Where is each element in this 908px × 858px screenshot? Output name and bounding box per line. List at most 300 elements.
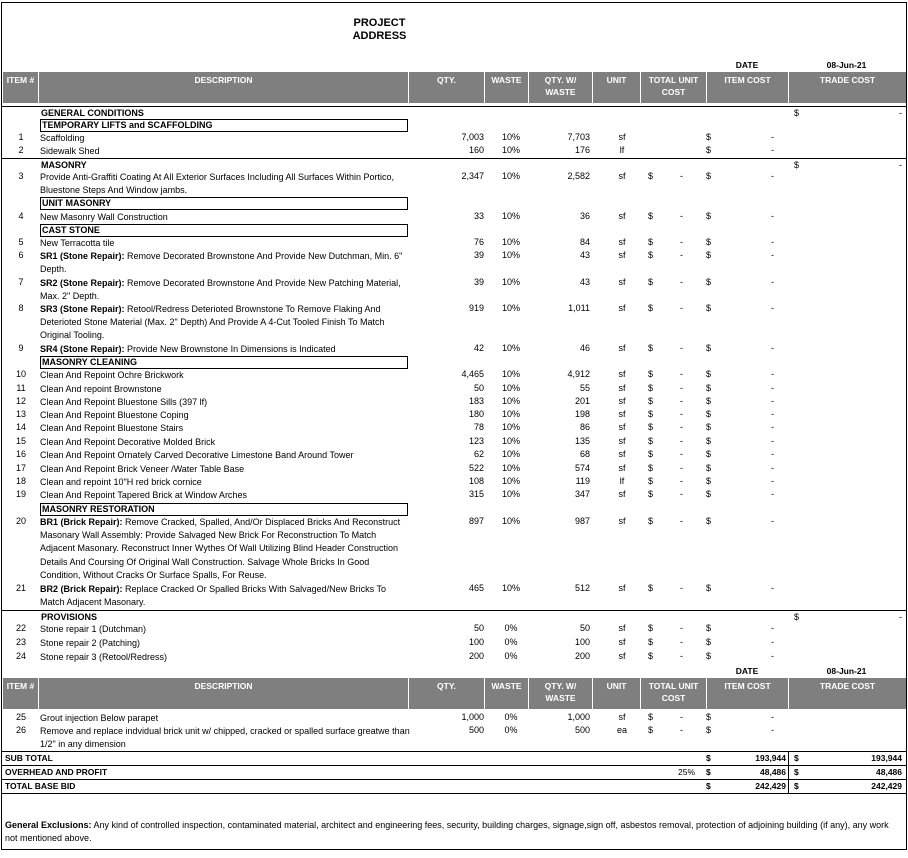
- item-cost-value: -: [771, 637, 774, 647]
- item-qty: 200: [468, 651, 484, 661]
- item-unit: lf: [619, 145, 625, 155]
- item-number: 13: [15, 409, 26, 419]
- item-qty-with-waste: 500: [574, 725, 590, 735]
- item-description: [40, 637, 410, 650]
- item-description-text: Sidewalk Shed: [40, 146, 100, 156]
- item-waste: 10%: [501, 409, 520, 419]
- date-label: DATE: [735, 666, 759, 676]
- item-description: [40, 383, 410, 396]
- item-number: 10: [15, 369, 26, 379]
- totals-label: OVERHEAD AND PROFIT: [5, 767, 108, 777]
- subsection-label: UNIT MASONRY: [40, 197, 408, 210]
- item-number: 4: [18, 211, 24, 221]
- subsection-label: CAST STONE: [40, 224, 408, 237]
- item-number: 5: [18, 237, 24, 247]
- item-cost-dollar: $: [706, 369, 712, 379]
- totals-item-dollar: $: [706, 753, 711, 763]
- item-number: 25: [15, 712, 26, 722]
- item-waste: 10%: [501, 250, 520, 260]
- item-cost-dollar: $: [706, 145, 712, 155]
- section-value: -: [899, 612, 902, 622]
- subsection-label: TEMPORARY LIFTS and SCAFFOLDING: [40, 119, 408, 132]
- item-number: 20: [15, 516, 26, 526]
- item-cost-value: -: [771, 369, 774, 379]
- item-cost-value: -: [771, 651, 774, 661]
- item-qty: 180: [468, 409, 484, 419]
- unit-cost-value: -: [680, 583, 683, 593]
- unit-cost-dollar: $: [648, 651, 654, 661]
- item-qty-with-waste: 68: [579, 449, 590, 459]
- item-description: [40, 725, 410, 751]
- estimate-sheet: [1, 2, 907, 850]
- totals-row: [2, 779, 906, 792]
- item-qty: 465: [468, 583, 484, 593]
- item-waste: 10%: [501, 303, 520, 313]
- item-unit: sf: [618, 409, 626, 419]
- item-cost-value: -: [771, 409, 774, 419]
- item-cost-dollar: $: [706, 623, 712, 633]
- item-unit: sf: [618, 237, 626, 247]
- section-label: GENERAL CONDITIONS: [41, 108, 144, 118]
- item-waste: 10%: [501, 145, 520, 155]
- unit-cost-dollar: $: [648, 623, 654, 633]
- item-qty-with-waste: 135: [574, 436, 590, 446]
- item-cost-value: -: [771, 712, 774, 722]
- item-qty-with-waste: 2,582: [567, 171, 590, 181]
- item-description: [40, 489, 410, 502]
- item-description-text: Remove Decorated Brownstone And Provide New Patching Material, Max. 2" Depth.: [40, 278, 401, 302]
- item-description-text: Clean And Repoint Bluestone Stairs: [40, 423, 184, 433]
- item-number: 2: [18, 145, 24, 155]
- item-description-text: Clean And Repoint Bluestone Coping: [40, 410, 189, 420]
- unit-cost-value: -: [680, 303, 683, 313]
- item-code: SR1 (Stone Repair):: [40, 251, 125, 261]
- item-unit: sf: [618, 463, 626, 473]
- item-waste: 10%: [501, 516, 520, 526]
- item-cost-dollar: $: [706, 409, 712, 419]
- item-cost-value: -: [771, 396, 774, 406]
- item-qty-with-waste: 119: [575, 476, 590, 486]
- item-description-text: Grout injection Below parapet: [40, 713, 159, 723]
- unit-cost-value: -: [680, 343, 683, 353]
- item-description-text: Clean And Repoint Brick Veneer /Water Table Base: [40, 464, 245, 474]
- column-header: ITEM #: [3, 678, 39, 709]
- item-waste: 10%: [501, 369, 520, 379]
- item-cost-dollar: $: [706, 237, 712, 247]
- item-description-text: Replace Cracked Or Spalled Bricks With Salvaged/New Bricks To Match Adjacent Masonary.: [40, 584, 386, 608]
- item-number: 9: [18, 343, 24, 353]
- column-header: UNIT: [593, 72, 641, 103]
- item-waste: 0%: [504, 712, 518, 722]
- totals-bottom-border: [2, 793, 906, 794]
- item-description: [40, 516, 410, 582]
- totals-item-dollar: $: [706, 781, 711, 791]
- totals-label: SUB TOTAL: [5, 753, 53, 763]
- column-header: QTY.: [409, 72, 485, 103]
- item-number: 19: [15, 489, 26, 499]
- section-label: MASONRY: [41, 160, 87, 170]
- item-description-text: Clean And Repoint Tapered Brick at Window Arches: [40, 490, 247, 500]
- column-header: QTY.: [409, 678, 485, 709]
- unit-cost-value: -: [680, 237, 683, 247]
- item-waste: 10%: [501, 277, 520, 287]
- item-qty-with-waste: 1,011: [568, 303, 590, 313]
- totals-item-dollar: $: [706, 767, 711, 777]
- item-qty-with-waste: 4,912: [567, 369, 590, 379]
- item-qty-with-waste: 55: [579, 383, 590, 393]
- item-description: [40, 211, 410, 224]
- item-cost-value: -: [771, 211, 774, 221]
- item-cost-value: -: [771, 476, 774, 486]
- item-description-text: Remove Decorated Brownstone And Provide New Dutchman, Min. 6" Depth.: [40, 251, 403, 275]
- item-number: 3: [18, 171, 24, 181]
- item-qty: 160: [468, 145, 484, 155]
- section-row: [2, 106, 906, 119]
- item-qty: 50: [473, 383, 484, 393]
- unit-cost-dollar: $: [648, 396, 654, 406]
- section-dollar: $: [794, 108, 800, 118]
- item-unit: lf: [619, 476, 625, 486]
- totals-trade-value: 48,486: [876, 767, 902, 777]
- item-description: [40, 449, 410, 462]
- item-number: 23: [15, 637, 26, 647]
- column-header: ITEM COST: [707, 678, 789, 709]
- item-unit: sf: [618, 132, 626, 142]
- item-unit: ea: [616, 725, 627, 735]
- unit-cost-dollar: $: [648, 436, 654, 446]
- unit-cost-dollar: $: [648, 343, 654, 353]
- item-qty: 42: [473, 343, 484, 353]
- item-description: [40, 436, 410, 449]
- item-qty: 7,003: [461, 132, 484, 142]
- item-description: [40, 250, 410, 276]
- unit-cost-value: -: [680, 516, 683, 526]
- item-number: 18: [15, 476, 26, 486]
- item-code: BR2 (Brick Repair):: [40, 584, 123, 594]
- item-cost-dollar: $: [706, 303, 712, 313]
- unit-cost-value: -: [680, 409, 683, 419]
- item-unit: sf: [618, 422, 626, 432]
- item-number: 12: [15, 396, 26, 406]
- item-qty-with-waste: 512: [574, 583, 590, 593]
- unit-cost-value: -: [680, 637, 683, 647]
- item-cost-value: -: [771, 171, 774, 181]
- item-qty: 919: [468, 303, 484, 313]
- unit-cost-value: -: [680, 211, 683, 221]
- item-number: 21: [15, 583, 26, 593]
- item-number: 14: [15, 422, 26, 432]
- totals-row: [2, 765, 906, 778]
- column-header: TRADE COST: [819, 75, 876, 85]
- item-qty-with-waste: 987: [574, 516, 590, 526]
- item-description: [40, 651, 410, 664]
- totals-item-value: 48,486: [760, 767, 786, 777]
- item-qty: 33: [473, 211, 484, 221]
- item-number: 11: [16, 383, 26, 393]
- unit-cost-value: -: [680, 489, 683, 499]
- item-unit: sf: [618, 396, 626, 406]
- item-waste: 10%: [501, 171, 520, 181]
- totals-item-value: 193,944: [755, 753, 786, 763]
- item-qty-with-waste: 86: [579, 422, 590, 432]
- item-description-text: Clean And Repoint Ochre Brickwork: [40, 370, 184, 380]
- unit-cost-value: -: [680, 623, 683, 633]
- item-qty: 1,000: [461, 712, 484, 722]
- totals-row: [2, 751, 906, 764]
- item-qty: 100: [468, 637, 484, 647]
- item-cost-dollar: $: [706, 725, 712, 735]
- item-description: [40, 583, 410, 609]
- item-qty: 50: [473, 623, 484, 633]
- item-description-text: New Masonry Wall Construction: [40, 212, 168, 222]
- item-description-text: Clean And Repoint Ornately Carved Decorative Limestone Band Around Tower: [40, 450, 354, 460]
- section-row: [2, 610, 906, 623]
- item-qty: 315: [468, 489, 484, 499]
- item-qty: 39: [473, 250, 484, 260]
- item-waste: 10%: [501, 449, 520, 459]
- item-qty: 4,465: [461, 369, 484, 379]
- item-cost-value: -: [771, 449, 774, 459]
- item-cost-dollar: $: [706, 712, 712, 722]
- item-qty-with-waste: 200: [574, 651, 590, 661]
- unit-cost-dollar: $: [648, 383, 654, 393]
- item-waste: 10%: [501, 396, 520, 406]
- item-unit: sf: [618, 250, 626, 260]
- unit-cost-value: -: [680, 383, 683, 393]
- date-row-bottom: [2, 666, 906, 677]
- item-code: SR4 (Stone Repair):: [40, 344, 125, 354]
- item-description-text: Provide New Brownstone In Dimensions is Indicated: [124, 344, 336, 354]
- item-description-text: Clean And Repoint Decorative Molded Brick: [40, 437, 216, 447]
- item-cost-dollar: $: [706, 277, 712, 287]
- totals-trade-value: 242,429: [871, 781, 902, 791]
- item-qty-with-waste: 100: [574, 637, 590, 647]
- unit-cost-dollar: $: [648, 409, 654, 419]
- project-title: [332, 17, 427, 43]
- item-number: 7: [18, 277, 24, 287]
- item-unit: sf: [618, 516, 626, 526]
- item-description-text: Clean And Repoint Bluestone Sills (397 lf): [40, 397, 208, 407]
- unit-cost-dollar: $: [648, 171, 654, 181]
- project-line-2: ADDRESS: [352, 30, 407, 42]
- item-description: [40, 237, 410, 250]
- item-qty-with-waste: 198: [574, 409, 590, 419]
- item-code: BR1 (Brick Repair):: [40, 517, 123, 527]
- item-description-text: Scaffolding: [40, 133, 85, 143]
- item-unit: sf: [618, 171, 626, 181]
- item-unit: sf: [618, 623, 626, 633]
- unit-cost-value: -: [680, 449, 683, 459]
- item-waste: 10%: [501, 476, 520, 486]
- unit-cost-dollar: $: [648, 712, 654, 722]
- item-waste: 10%: [501, 237, 520, 247]
- item-unit: sf: [618, 712, 626, 722]
- item-description: [40, 277, 410, 303]
- item-code: SR3 (Stone Repair):: [40, 304, 125, 314]
- item-number: 16: [15, 449, 26, 459]
- item-description: [40, 422, 410, 435]
- item-cost-dollar: $: [706, 250, 712, 260]
- item-description: [40, 369, 410, 382]
- item-cost-dollar: $: [706, 383, 712, 393]
- section-dollar: $: [794, 160, 800, 170]
- item-cost-dollar: $: [706, 422, 712, 432]
- item-cost-dollar: $: [706, 449, 712, 459]
- totals-label: TOTAL BASE BID: [5, 781, 76, 791]
- item-number: 1: [18, 132, 24, 142]
- item-unit: sf: [618, 211, 626, 221]
- column-header: QTY. W/ WASTE: [529, 72, 593, 103]
- item-cost-value: -: [771, 489, 774, 499]
- date-label: DATE: [735, 60, 759, 70]
- unit-cost-dollar: $: [648, 516, 654, 526]
- item-waste: 10%: [501, 343, 520, 353]
- table-header-top: [3, 72, 906, 103]
- item-description-text: Remove and replace indvidual brick unit w/ chipped, cracked or spalled surface greatwe than 1/2" in any dimension: [40, 726, 410, 750]
- item-description: [40, 132, 410, 145]
- item-qty: 500: [468, 725, 484, 735]
- unit-cost-value: -: [680, 396, 683, 406]
- unit-cost-value: -: [680, 277, 683, 287]
- item-description: [40, 409, 410, 422]
- item-unit: sf: [618, 489, 626, 499]
- item-cost-value: -: [771, 145, 774, 155]
- item-qty: 123: [468, 436, 484, 446]
- date-value: 08-Jun-21: [826, 666, 867, 676]
- exclusions-label: General Exclusions:: [5, 820, 92, 830]
- unit-cost-dollar: $: [648, 277, 654, 287]
- item-description: [40, 712, 410, 725]
- unit-cost-dollar: $: [648, 637, 654, 647]
- item-qty: 897: [468, 516, 484, 526]
- item-qty-with-waste: 347: [574, 489, 590, 499]
- item-qty: 108: [468, 476, 484, 486]
- item-cost-value: -: [771, 383, 774, 393]
- item-cost-dollar: $: [706, 516, 712, 526]
- item-unit: sf: [618, 651, 626, 661]
- item-cost-value: -: [771, 436, 774, 446]
- item-description-text: Clean And repoint Brownstone: [40, 384, 162, 394]
- item-description: [40, 476, 410, 489]
- item-waste: 10%: [501, 383, 520, 393]
- project-line-1: PROJECT: [353, 17, 406, 29]
- section-dollar: $: [794, 612, 800, 622]
- item-number: 24: [15, 651, 26, 661]
- item-unit: sf: [618, 277, 626, 287]
- item-unit: sf: [618, 383, 626, 393]
- item-cost-dollar: $: [706, 637, 712, 647]
- item-unit: sf: [618, 343, 626, 353]
- item-qty-with-waste: 43: [579, 250, 590, 260]
- item-description: [40, 343, 410, 356]
- item-waste: 10%: [501, 436, 520, 446]
- unit-cost-value: -: [680, 463, 683, 473]
- item-qty: 2,347: [461, 171, 484, 181]
- item-cost-value: -: [771, 343, 774, 353]
- item-description-text: Stone repair 2 (Patching): [40, 638, 141, 648]
- item-cost-value: -: [771, 303, 774, 313]
- section-label: PROVISIONS: [41, 612, 98, 622]
- item-cost-value: -: [771, 516, 774, 526]
- unit-cost-dollar: $: [648, 725, 654, 735]
- item-description: [40, 303, 410, 343]
- unit-cost-value: -: [680, 712, 683, 722]
- unit-cost-value: -: [680, 369, 683, 379]
- section-value: -: [899, 160, 902, 170]
- item-cost-value: -: [771, 250, 774, 260]
- item-description: [40, 171, 410, 197]
- item-qty-with-waste: 1,000: [567, 712, 590, 722]
- item-cost-dollar: $: [706, 396, 712, 406]
- item-cost-dollar: $: [706, 651, 712, 661]
- item-unit: sf: [618, 436, 626, 446]
- item-cost-dollar: $: [706, 171, 712, 181]
- column-header: TRADE COST: [819, 681, 876, 691]
- item-number: 17: [15, 463, 26, 473]
- unit-cost-dollar: $: [648, 250, 654, 260]
- item-description: [40, 623, 410, 636]
- unit-cost-value: -: [680, 725, 683, 735]
- item-qty-with-waste: 36: [579, 211, 590, 221]
- unit-cost-dollar: $: [648, 369, 654, 379]
- item-unit: sf: [618, 449, 626, 459]
- item-qty: 76: [473, 237, 484, 247]
- column-header: TOTAL UNIT COST: [641, 678, 707, 709]
- item-waste: 0%: [504, 623, 518, 633]
- totals-trade-value: 193,944: [871, 753, 902, 763]
- item-number: 15: [15, 436, 26, 446]
- date-row-top: [2, 60, 906, 71]
- column-header: TOTAL UNIT COST: [641, 72, 707, 103]
- column-header: WASTE: [485, 72, 529, 103]
- item-qty-with-waste: 46: [579, 343, 590, 353]
- totals-trade-dollar: $: [794, 767, 799, 777]
- item-qty-with-waste: 50: [579, 623, 590, 633]
- item-cost-dollar: $: [706, 476, 712, 486]
- column-header: DESCRIPTION: [39, 72, 409, 103]
- item-qty-with-waste: 84: [579, 237, 590, 247]
- unit-cost-dollar: $: [648, 583, 654, 593]
- totals-item-value: 242,429: [755, 781, 786, 791]
- item-description-text: Provide Anti-Graffiti Coating At All Exterior Surfaces Including All Surfaces Within Portico, Bluestone Steps And Window jambs.: [40, 172, 394, 196]
- item-description-text: Stone repair 3 (Retool/Redress): [40, 652, 168, 662]
- item-qty: 522: [468, 463, 484, 473]
- subsection-label: MASONRY CLEANING: [40, 356, 408, 369]
- item-qty: 78: [473, 422, 484, 432]
- unit-cost-value: -: [680, 476, 683, 486]
- column-header: DESCRIPTION: [39, 678, 409, 709]
- totals-percent: 25%: [678, 767, 696, 777]
- item-cost-dollar: $: [706, 489, 712, 499]
- item-qty-with-waste: 7,703: [567, 132, 590, 142]
- item-qty: 183: [468, 396, 484, 406]
- item-waste: 10%: [501, 463, 520, 473]
- item-description-text: Stone repair 1 (Dutchman): [40, 624, 147, 634]
- item-description: [40, 145, 410, 158]
- item-number: 6: [18, 250, 24, 260]
- item-cost-dollar: $: [706, 583, 712, 593]
- table-header-bottom: [3, 678, 906, 709]
- item-waste: 10%: [501, 422, 520, 432]
- unit-cost-value: -: [680, 651, 683, 661]
- unit-cost-dollar: $: [648, 211, 654, 221]
- item-waste: 10%: [501, 211, 520, 221]
- unit-cost-dollar: $: [648, 237, 654, 247]
- item-cost-value: -: [771, 583, 774, 593]
- item-unit: sf: [618, 303, 626, 313]
- unit-cost-dollar: $: [648, 422, 654, 432]
- item-waste: 10%: [501, 583, 520, 593]
